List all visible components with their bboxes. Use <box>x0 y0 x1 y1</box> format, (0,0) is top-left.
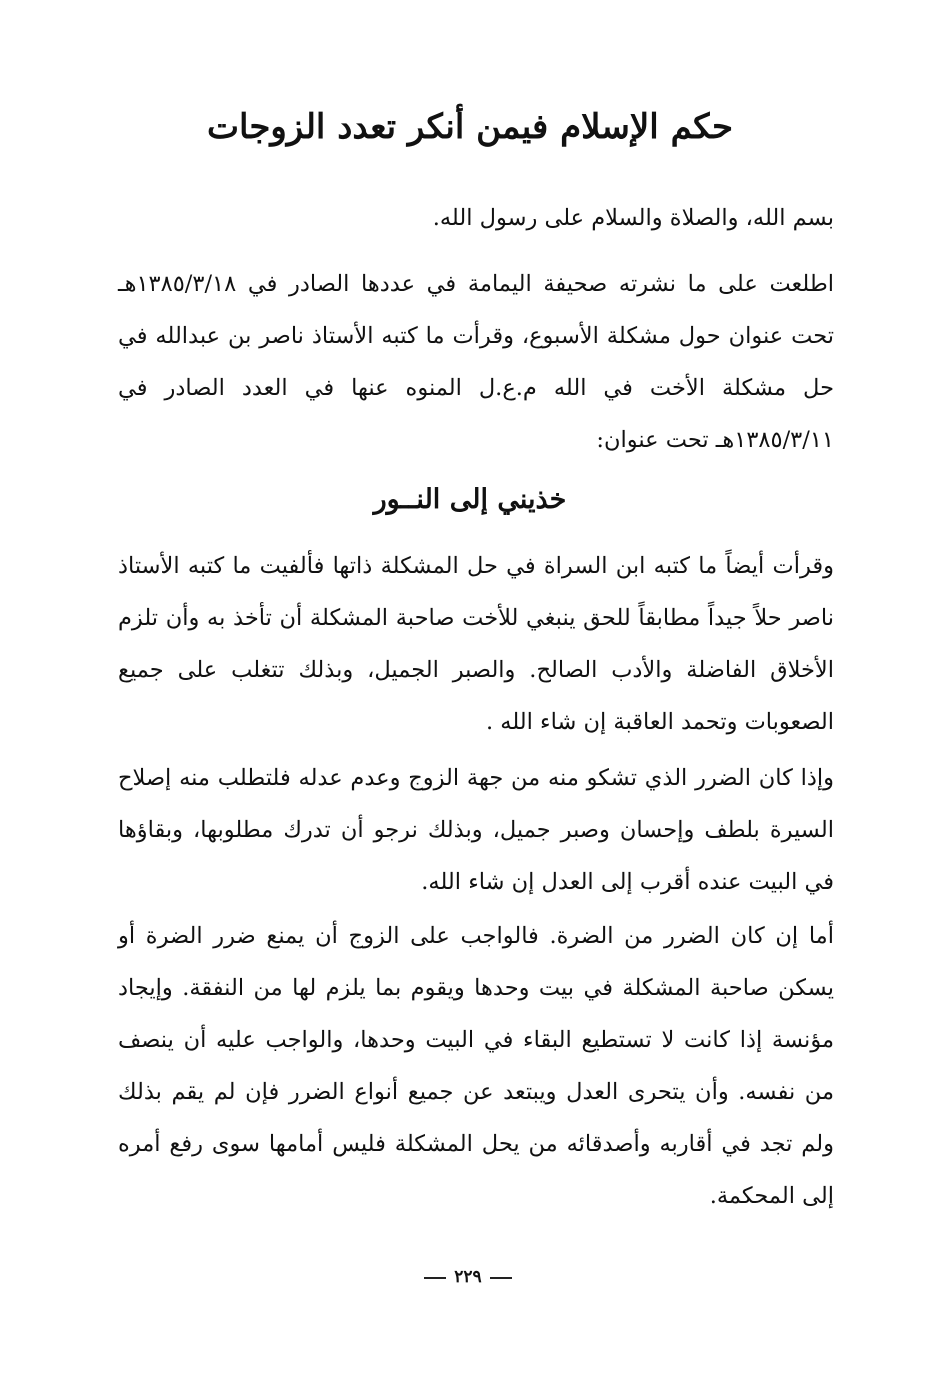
dash-left <box>490 1277 512 1279</box>
page-number: ٢٢٩ <box>454 1267 482 1287</box>
paragraph-4: أما إن كان الضرر من الضرة. فالواجب على الزوج أن يمنع ضرر الضرة أو يسكن صاحبة المشكلة في بيت وحدها ويقوم بما يلزم لها من النفقة. وإيجاد مؤنسة إذا كانت لا تستطيع البقاء في البيت وحدها، والواجب عليه أن ينصف من نفسه. وأن يتحرى العدل ويبتعد عن جميع أنواع الضرر فإن لم يقم بذلك ولم تجد في أقاربه وأصدقائه من يحل المشكلة فليس أمامها سوى رفع أمره إلى المحكمة. <box>118 923 834 1209</box>
page-title: حكم الإسلام فيمن أنكر تعدد الزوجات <box>207 107 733 147</box>
opening-line: بسم الله، والصلاة والسلام على رسول الله. <box>432 205 834 231</box>
paragraph-3: وإذا كان الضرر الذي تشكو منه من جهة الزوج وعدم عدله فلتطلب منه إصلاح السيرة بلطف وإحسان وصبر جميل، وبذلك نرجو أن تدرك مطلوبها، وبقاؤها في البيت عنده أقرب إلى العدل إن شاء الله. <box>118 765 834 895</box>
subheading: خذيني إلى النــور <box>373 484 567 515</box>
paragraph-2: وقرأت أيضاً ما كتبه ابن السراة في حل المشكلة ذاتها فألفيت ما كتبه الأستاذ ناصر حلاً جيداً مطابقاً للحق ينبغي للأخت صاحبة المشكلة أن تأخذ به وأن تلزم الأخلاق الفاضلة والأدب الصالح. والصبر الجميل، وبذلك تتغلب على جميع الصعوبات وتحمد العاقبة إن شاء الله . <box>118 553 834 735</box>
page-number-footer <box>368 1262 568 1292</box>
paragraph-1: اطلعت على ما نشرته صحيفة اليمامة في عددها الصادر في ١٣٨٥/٣/١٨هـ تحت عنوان حول مشكلة الأسبوع، وقرأت ما كتبه الأستاذ ناصر بن عبدالله في حل مشكلة الأخت في الله م.ع.ل المنوه عنها في العدد الصادر في ١٣٨٥/٣/١١هـ تحت عنوان: <box>118 271 834 453</box>
dash-right <box>424 1277 446 1279</box>
